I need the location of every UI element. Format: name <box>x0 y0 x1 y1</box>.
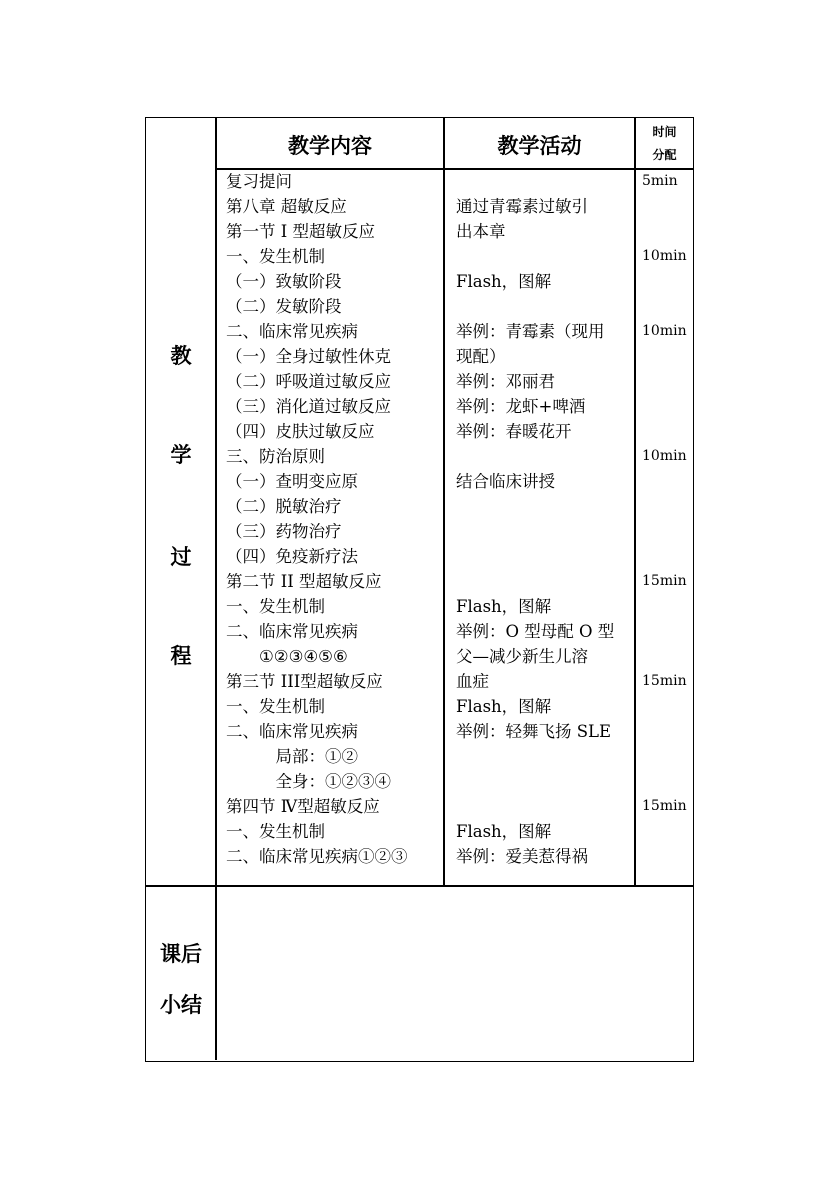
activity-line: 现配） <box>456 347 506 366</box>
header-content: 教学内容 <box>288 133 372 158</box>
time-allocation: 10min <box>642 448 687 464</box>
content-line: （四）免疫新疗法 <box>226 547 358 566</box>
time-allocation: 15min <box>642 798 687 814</box>
content-line: （四）皮肤过敏反应 <box>226 422 375 441</box>
content-line: 一、发生机制 <box>226 822 325 841</box>
col-divider-side <box>215 118 217 1060</box>
content-line: 第八章 超敏反应 <box>226 197 347 216</box>
time-allocation: 5min <box>642 173 678 189</box>
content-line: 二、临床常见疾病 <box>226 622 358 641</box>
summary-content <box>226 898 676 1048</box>
content-line: （二）脱敏治疗 <box>226 497 342 516</box>
activity-line: Flash，图解 <box>456 697 552 716</box>
content-line: 二、临床常见疾病 <box>226 722 358 741</box>
time-allocation: 15min <box>642 573 687 589</box>
side-label-summary: 课后 <box>160 941 202 966</box>
content-line: 一、发生机制 <box>226 597 325 616</box>
content-line: 一、发生机制 <box>226 247 325 266</box>
activity-line: 举例：爱美惹得祸 <box>456 847 588 866</box>
content-line: （一）查明变应原 <box>226 472 358 491</box>
activity-line: Flash，图解 <box>456 272 552 291</box>
activity-line: 父—减少新生儿溶 <box>456 647 588 666</box>
activity-line: 举例：轻舞飞扬 SLE <box>456 722 612 741</box>
content-line: 三、防治原则 <box>226 447 325 466</box>
lesson-plan-table <box>145 117 694 1062</box>
content-line: 二、临床常见疾病①②③ <box>226 847 408 866</box>
activity-line: Flash，图解 <box>456 822 552 841</box>
activity-line: 举例：青霉素（现用 <box>456 322 605 341</box>
activity-line: 举例：龙虾+啤酒 <box>456 397 586 416</box>
header-activity: 教学活动 <box>497 133 582 158</box>
side-label-summary: 小结 <box>160 992 202 1017</box>
time-allocation: 15min <box>642 673 687 689</box>
content-line: 二、临床常见疾病 <box>226 322 358 341</box>
content-line: （二）发敏阶段 <box>226 297 342 316</box>
section-divider <box>146 885 693 887</box>
activity-line: Flash，图解 <box>456 597 552 616</box>
side-label-char: 程 <box>170 643 192 668</box>
activity-line: 举例：邓丽君 <box>456 372 555 391</box>
side-label-char: 过 <box>170 544 192 569</box>
activity-line: 血症 <box>456 672 489 691</box>
content-line: ①②③④⑤⑥ <box>259 647 348 666</box>
content-line: 局部：①② <box>275 747 358 766</box>
content-line: 第二节 II 型超敏反应 <box>226 572 382 591</box>
col-divider-activity <box>634 118 636 887</box>
header-time-line2: 分配 <box>652 148 677 162</box>
header-time-line1: 时间 <box>652 125 677 139</box>
activity-line: 举例：春暖花开 <box>456 422 572 441</box>
content-line: 第一节 I 型超敏反应 <box>226 222 376 241</box>
content-line: （三）药物治疗 <box>226 522 342 541</box>
activity-line: 通过青霉素过敏引 <box>456 197 588 216</box>
content-line: 第四节 Ⅳ型超敏反应 <box>226 797 380 816</box>
content-line: （二）呼吸道过敏反应 <box>226 372 391 391</box>
content-line: 第三节 III型超敏反应 <box>226 672 383 691</box>
time-allocation: 10min <box>642 323 687 339</box>
content-line: 一、发生机制 <box>226 697 325 716</box>
content-line: 全身：①②③④ <box>275 772 391 791</box>
content-line: （三）消化道过敏反应 <box>226 397 391 416</box>
col-divider-content <box>443 118 445 887</box>
time-allocation: 10min <box>642 248 687 264</box>
content-line: 复习提问 <box>226 172 292 191</box>
activity-line: 举例：O 型母配 O 型 <box>456 622 615 641</box>
activity-line: 结合临床讲授 <box>456 472 555 491</box>
side-label-char: 教 <box>170 343 192 368</box>
content-line: （一）全身过敏性休克 <box>226 347 391 366</box>
side-label-char: 学 <box>170 442 192 467</box>
content-line: （一）致敏阶段 <box>226 272 342 291</box>
activity-line: 出本章 <box>456 222 506 241</box>
